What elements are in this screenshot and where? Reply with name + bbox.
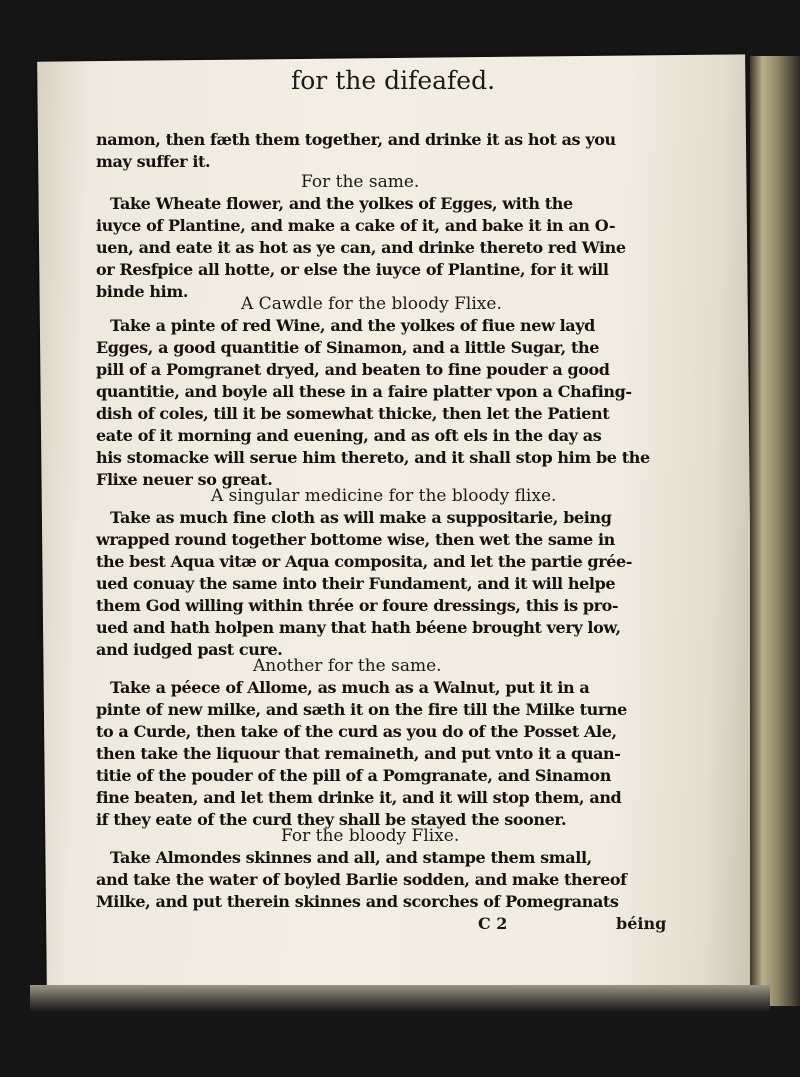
text-line: and iudged past cure. (96, 640, 283, 659)
recipe-heading: Another for the same. (253, 656, 442, 676)
text-line: Take Almondes skinnes and all, and stampe them small, (110, 848, 592, 867)
text-line: ued conuay the same into their Fundament, and it will helpe (96, 574, 616, 593)
text-line: Take a péece of Allome, as much as a Walnut, put it in a (110, 678, 590, 697)
text-line: Take as much fine cloth as will make a suppositarie, being (110, 508, 612, 527)
text-line: iuyce of Plantine, and make a cake of it, and bake it in an O- (96, 216, 616, 235)
running-head: for the difeafed. (291, 66, 496, 95)
text-line: namon, then fæth them together, and drinke it as hot as you (96, 130, 616, 149)
text-line: Flixe neuer so great. (96, 470, 273, 489)
text-line: if they eate of the curd they shall be stayed the sooner. (96, 810, 567, 829)
recipe-heading: A Cawdle for the bloody Flixe. (241, 294, 502, 314)
text-line: pinte of new milke, and sæth it on the fire till the Milke turne (96, 700, 627, 719)
text-line: Take a pinte of red Wine, and the yolkes of fiue new layd (110, 316, 595, 335)
page-bottom-edge (30, 985, 770, 1011)
text-line: fine beaten, and let them drinke it, and it will stop them, and (96, 788, 622, 807)
text-line: eate of it morning and euening, and as oft els in the day as (96, 426, 602, 445)
text-line: Milke, and put therein skinnes and scorches of Pomegranats (96, 892, 619, 911)
recipe-heading: A singular medicine for the bloody flixe. (211, 486, 557, 506)
recipe-heading: For the same. (301, 172, 420, 192)
text-line: Egges, a good quantitie of Sinamon, and a little Sugar, the (96, 338, 599, 357)
text-line: may suffer it. (96, 152, 211, 171)
text-line: ued and hath holpen many that hath béene brought very low, (96, 618, 621, 637)
text-line: to a Curde, then take of the curd as you do of the Posset Ale, (96, 722, 617, 741)
text-line: wrapped round together bottome wise, then wet the same in (96, 530, 615, 549)
recipe-heading: For the bloody Flixe. (281, 826, 460, 846)
text-line: then take the liquour that remaineth, and put vnto it a quan- (96, 744, 621, 763)
text-line: the best Aqua vitæ or Aqua composita, and let the partie grée- (96, 552, 633, 571)
text-line: and take the water of boyled Barlie sodden, and make thereof (96, 870, 627, 889)
text-line: dish of coles, till it be somewhat thicke, then let the Patient (96, 404, 610, 423)
text-line: Take Wheate flower, and the yolkes of Egges, with the (110, 194, 573, 213)
text-line: pill of a Pomgranet dryed, and beaten to fine pouder a good (96, 360, 610, 379)
text-line: titie of the pouder of the pill of a Pomgranate, and Sinamon (96, 766, 611, 785)
text-line: his stomacke will serue him thereto, and it shall stop him be the (96, 448, 650, 467)
text-line: binde him. (96, 282, 189, 301)
text-line: them God willing within thrée or foure dressings, this is pro- (96, 596, 619, 615)
page-text (96, 66, 690, 966)
signature-mark: C 2 (478, 914, 508, 933)
text-line: uen, and eate it as hot as ye can, and drinke thereto red Wine (96, 238, 626, 257)
binding-edge (750, 56, 800, 1006)
catchword: béing (616, 914, 667, 933)
text-line: or Resfpice all hotte, or else the iuyce of Plantine, for it will (96, 260, 609, 279)
text-line: quantitie, and boyle all these in a faire platter vpon a Chafing- (96, 382, 632, 401)
